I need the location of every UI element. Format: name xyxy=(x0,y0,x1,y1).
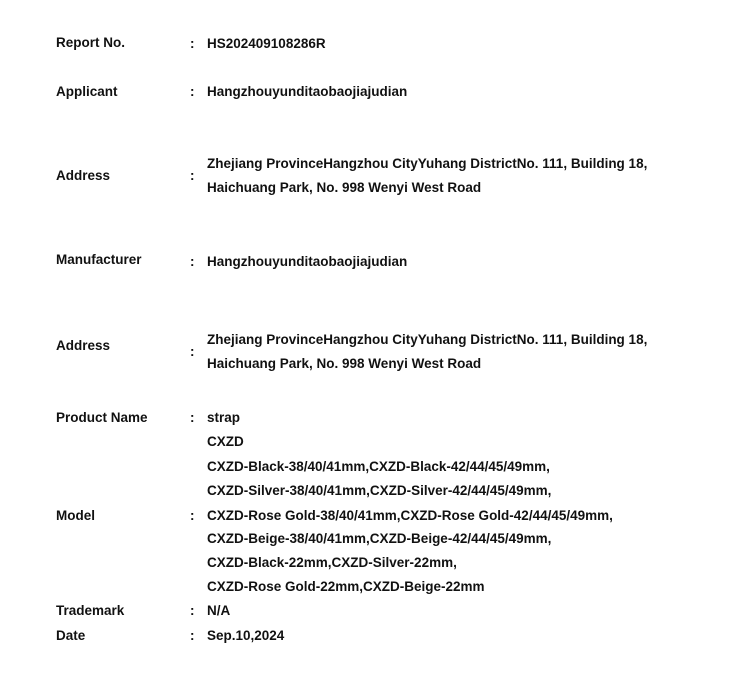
applicant-address-label: Address xyxy=(56,168,111,183)
model-line-1: CXZD xyxy=(207,434,244,449)
applicant-value: Hangzhouyunditaobaojiajudian xyxy=(207,84,408,99)
product-name-label: Product Name xyxy=(56,410,148,425)
model-line-4: CXZD-Rose Gold-38/40/41mm,CXZD-Rose Gold-42/44/45/49mm, xyxy=(207,508,613,523)
trademark-colon: : xyxy=(190,603,195,618)
date-label: Date xyxy=(56,628,86,643)
applicant-address-line-1: Zhejiang ProvinceHangzhou CityYuhang DistrictNo. 111, Building 18, xyxy=(207,156,648,171)
date-colon: : xyxy=(190,628,195,643)
trademark-label: Trademark xyxy=(56,603,125,618)
report-no-value: HS202409108286R xyxy=(207,36,326,51)
date-value: Sep.10,2024 xyxy=(207,628,285,643)
report-no-colon: : xyxy=(190,36,195,51)
applicant-label: Applicant xyxy=(56,84,118,99)
model-line-2: CXZD-Black-38/40/41mm,CXZD-Black-42/44/45/49mm, xyxy=(207,459,550,474)
report-no-label: Report No. xyxy=(56,35,125,50)
manufacturer-value: Hangzhouyunditaobaojiajudian xyxy=(207,254,408,269)
manufacturer-address-label: Address xyxy=(56,338,111,353)
model-label: Model xyxy=(56,508,95,523)
manufacturer-address-line-2: Haichuang Park, No. 998 Wenyi West Road xyxy=(207,356,482,371)
model-line-6: CXZD-Black-22mm,CXZD-Silver-22mm, xyxy=(207,555,457,570)
model-line-5: CXZD-Beige-38/40/41mm,CXZD-Beige-42/44/45/49mm, xyxy=(207,531,552,546)
applicant-colon: : xyxy=(190,84,195,99)
trademark-value: N/A xyxy=(207,603,231,618)
product-name-colon: : xyxy=(190,410,195,425)
manufacturer-address-line-1: Zhejiang ProvinceHangzhou CityYuhang DistrictNo. 111, Building 18, xyxy=(207,332,648,347)
model-line-3: CXZD-Silver-38/40/41mm,CXZD-Silver-42/44/45/49mm, xyxy=(207,483,552,498)
manufacturer-colon: : xyxy=(190,254,195,269)
manufacturer-address-colon: : xyxy=(190,344,195,359)
manufacturer-label: Manufacturer xyxy=(56,252,142,267)
model-line-7: CXZD-Rose Gold-22mm,CXZD-Beige-22mm xyxy=(207,579,485,594)
applicant-address-line-2: Haichuang Park, No. 998 Wenyi West Road xyxy=(207,180,482,195)
product-name-value: strap xyxy=(207,410,241,425)
applicant-address-colon: : xyxy=(190,168,195,183)
model-colon: : xyxy=(190,508,195,523)
